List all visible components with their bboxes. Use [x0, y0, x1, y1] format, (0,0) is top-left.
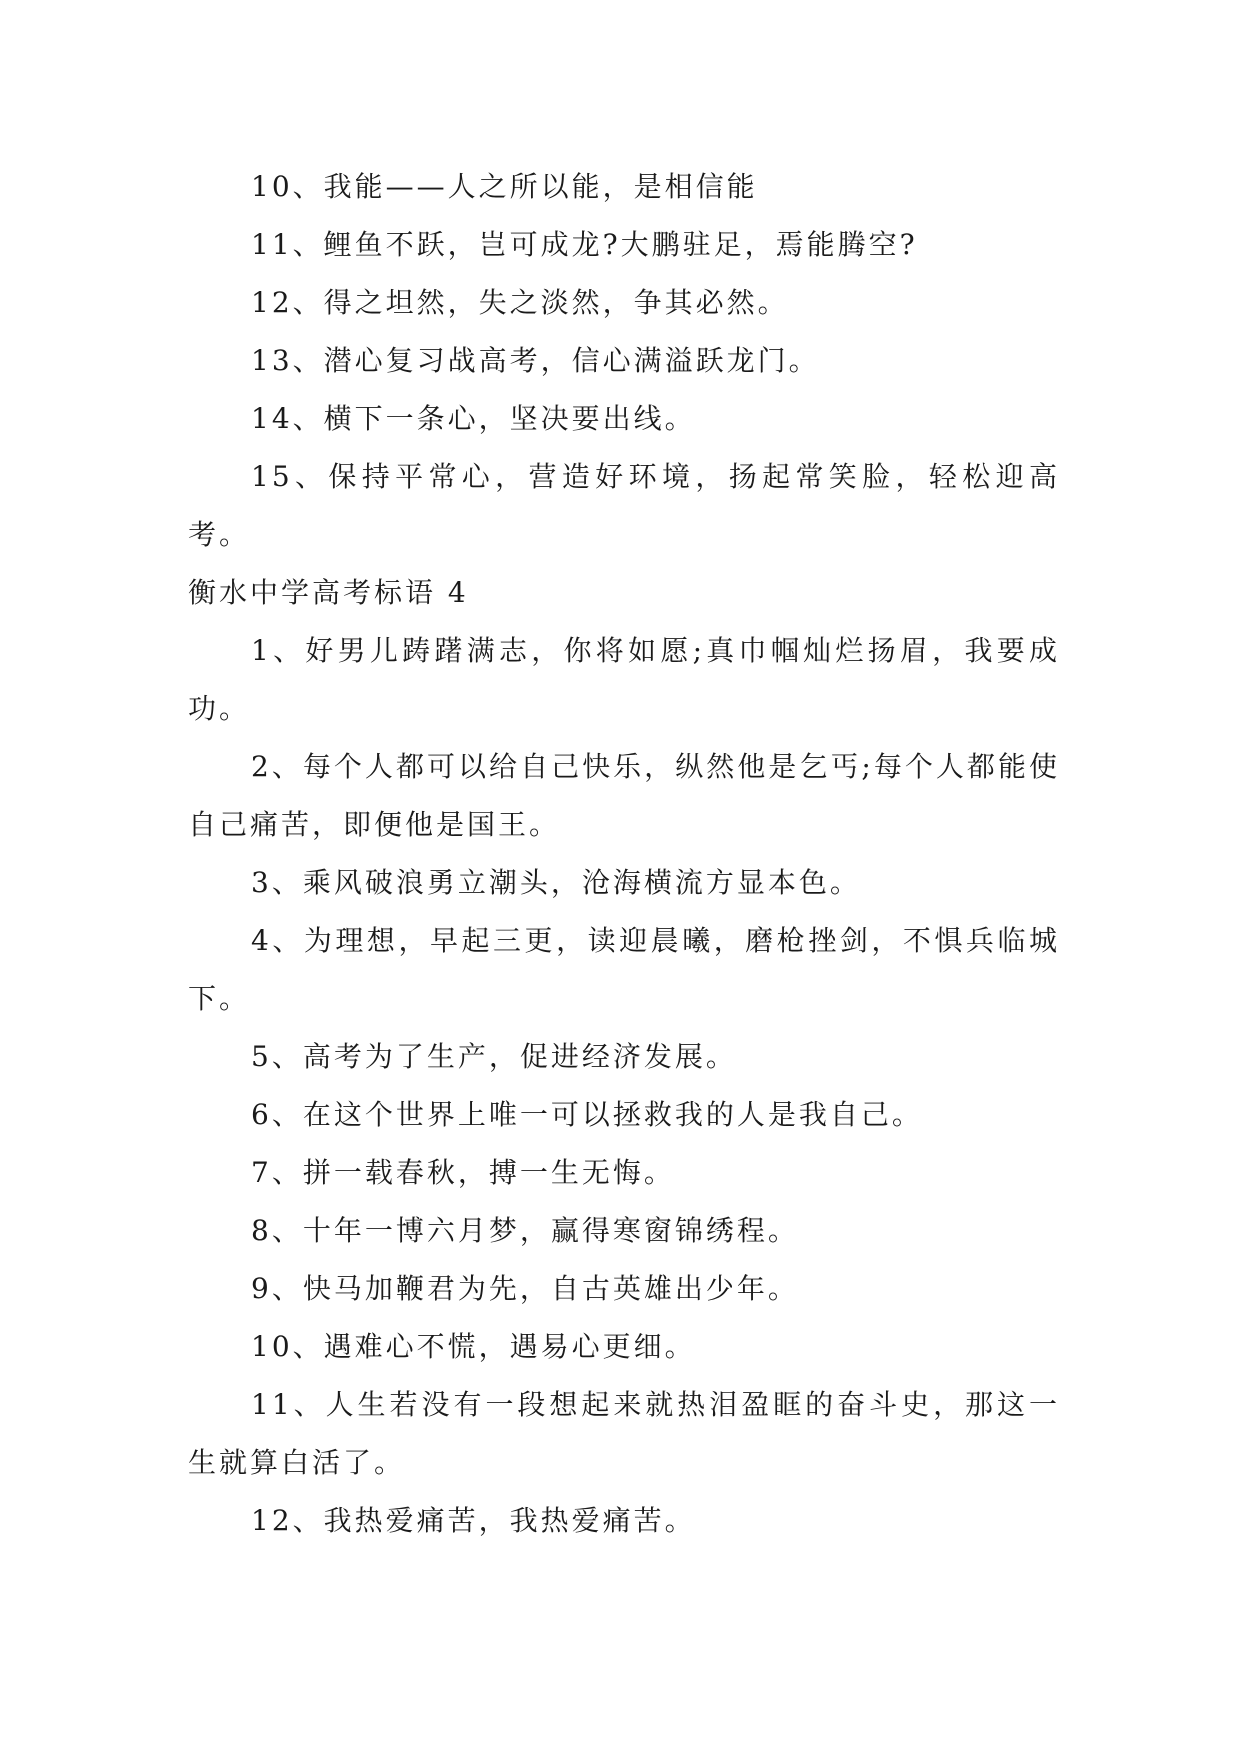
slogan-item: 10、遇难心不慌，遇易心更细。: [251, 1330, 696, 1363]
slogan-item: 6、在这个世界上唯一可以拯救我的人是我自己。: [251, 1098, 923, 1131]
slogan-item: 2、每个人都可以给自己快乐，纵然他是乞丐;每个人都能使自己痛苦，即便他是国王。: [188, 750, 1060, 841]
document-body: [188, 158, 1060, 1550]
slogan-item: 11、鲤鱼不跃，岂可成龙?大鹏驻足，焉能腾空?: [251, 228, 918, 261]
section-heading: 衡水中学高考标语 4: [188, 576, 469, 609]
slogan-item: 8、十年一博六月梦，赢得寒窗锦绣程。: [251, 1214, 799, 1247]
slogan-item: 3、乘风破浪勇立潮头，沧海横流方显本色。: [251, 866, 861, 899]
slogan-item: 15、保持平常心，营造好环境，扬起常笑脸，轻松迎高考。: [188, 460, 1060, 551]
slogan-item: 11、人生若没有一段想起来就热泪盈眶的奋斗史，那这一生就算白活了。: [188, 1388, 1060, 1479]
slogan-item: 13、潜心复习战高考，信心满溢跃龙门。: [251, 344, 820, 377]
slogan-item: 14、横下一条心，坚决要出线。: [251, 402, 696, 435]
slogan-item: 4、为理想，早起三更，读迎晨曦，磨枪挫剑，不惧兵临城下。: [188, 924, 1060, 1015]
slogan-item: 5、高考为了生产，促进经济发展。: [251, 1040, 737, 1073]
slogan-item: 12、我热爱痛苦，我热爱痛苦。: [251, 1504, 696, 1537]
slogan-item: 1、好男儿踌躇满志，你将如愿;真巾帼灿烂扬眉，我要成功。: [188, 634, 1060, 725]
slogan-item: 9、快马加鞭君为先，自古英雄出少年。: [251, 1272, 799, 1305]
slogan-item: 12、得之坦然，失之淡然，争其必然。: [251, 286, 789, 319]
slogan-item: 7、拼一载春秋，搏一生无悔。: [251, 1156, 675, 1189]
slogan-item: 10、我能——人之所以能，是相信能: [251, 170, 758, 203]
